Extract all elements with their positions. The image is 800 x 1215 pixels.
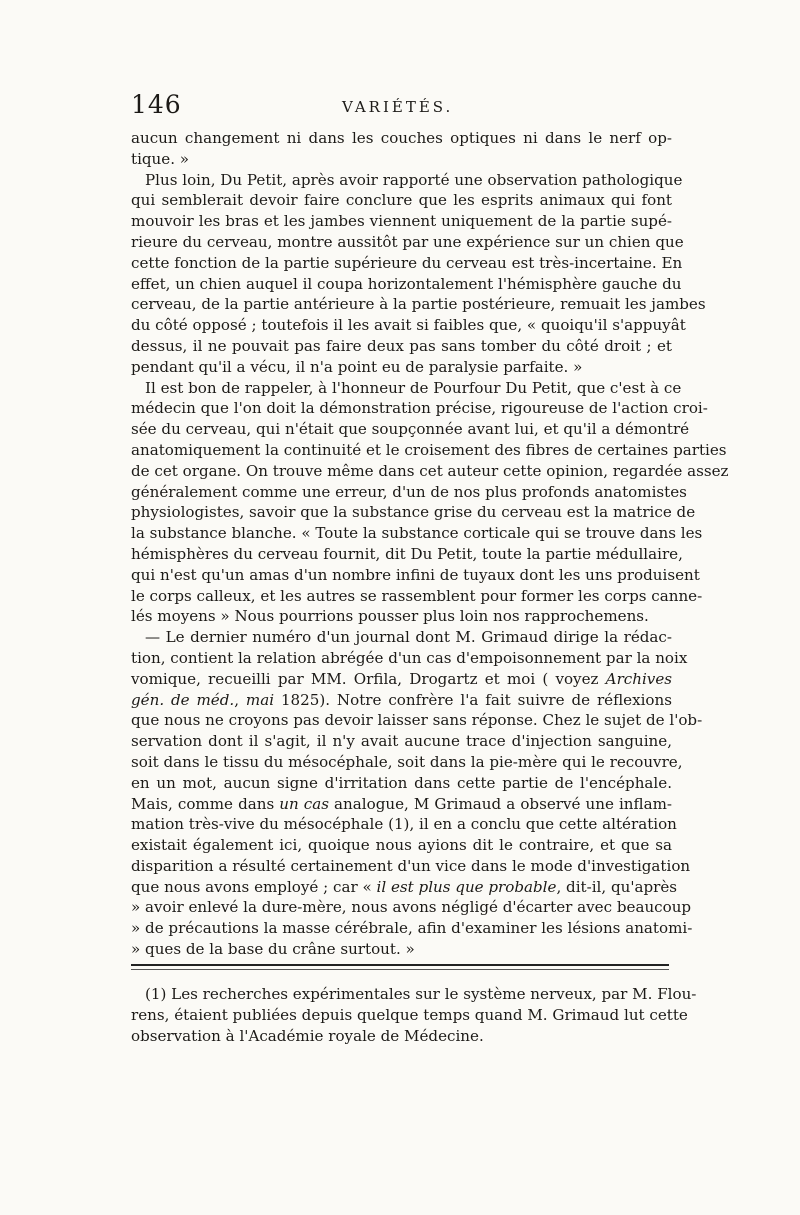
text-segment: , dit-il, qu'après	[556, 877, 678, 896]
italic-mai: mai	[245, 690, 275, 709]
text-line: dessus, il ne pouvait pas faire deux pas sans tomber du côté droit ; et	[131, 336, 672, 355]
text-segment: vomique, recueilli par MM. Orfila, Drogartz et moi ( voyez	[131, 669, 606, 688]
text-line	[131, 669, 672, 690]
page-header	[0, 90, 800, 130]
main-text	[131, 128, 729, 960]
text-line: » de précautions la masse cérébrale, afin d'examiner les lésions anatomi-	[131, 919, 693, 938]
text-line: Plus loin, Du Petit, après avoir rapporté une observation pathologique	[145, 170, 683, 189]
text-line: sée du cerveau, qui n'était que soupçonnée avant lui, et qu'il a démontré	[131, 420, 690, 439]
text-line: » avoir enlevé la dure-mère, nous avons négligé d'écarter avec beaucoup	[131, 898, 692, 917]
italic-gen-med: gén. de méd.	[131, 690, 235, 709]
text-line: généralement comme une erreur, d'un de nos plus profonds anatomistes	[131, 482, 687, 501]
footnote-divider	[131, 964, 669, 966]
text-line: le corps calleux, et les autres se rassemblent pour former les corps canne-	[131, 586, 703, 605]
text-line: — Le dernier numéro d'un journal dont M. Grimaud dirige la rédac-	[145, 628, 672, 647]
text-segment: 1825). Notre confrère l'a fait suivre de réflexions	[274, 690, 672, 709]
text-line	[131, 794, 672, 815]
text-line: anatomiquement la continuité et le croisement des fibres de certaines parties	[131, 440, 727, 459]
text-line: cerveau, de la partie antérieure à la partie postérieure, remuait les jambes	[131, 295, 706, 314]
text-line: physiologistes, savoir que la substance grise du cerveau est la matrice de	[131, 503, 696, 522]
text-segment: Mais, comme dans	[131, 794, 280, 813]
text-line: lés moyens » Nous pourrions pousser plus loin nos rapprochemens.	[131, 607, 649, 626]
text-line: tique. »	[131, 149, 190, 168]
italic-un-cas: un cas	[279, 794, 329, 813]
italic-probable: il est plus que probable	[376, 877, 557, 896]
text-segment: ,	[234, 690, 246, 709]
page-number: 146	[131, 90, 182, 119]
text-line: effet, un chien auquel il coupa horizontalement l'hémisphère gauche du	[131, 274, 682, 293]
footnote-line: rens, étaient publiées depuis quelque temps quand M. Grimaud lut cette	[131, 1006, 688, 1024]
text-line: mouvoir les bras et les jambes viennent uniquement de la partie supé-	[131, 212, 672, 231]
text-line: que nous ne croyons pas devoir laisser sans réponse. Chez le sujet de l'ob-	[131, 711, 703, 730]
text-line: médecin que l'on doit la démonstration précise, rigoureuse de l'action croi-	[131, 399, 708, 418]
text-line: qui semblerait devoir faire conclure que les esprits animaux qui font	[131, 191, 672, 210]
footnote-line: observation à l'Académie royale de Médecine.	[131, 1027, 484, 1045]
text-line	[131, 690, 672, 711]
text-line: aucun changement ni dans les couches optiques ni dans le nerf op-	[131, 129, 672, 147]
text-line: existait également ici, quoique nous ayions dit le contraire, et que sa	[131, 836, 672, 855]
text-line: servation dont il s'agit, il n'y avait aucune trace d'injection sanguine,	[131, 732, 672, 751]
text-line: pendant qu'il a vécu, il n'a point eu de paralysie parfaite. »	[131, 357, 583, 376]
text-segment: analogue, M Grimaud a observé une inflam-	[328, 794, 672, 813]
text-line: soit dans le tissu du mésocéphale, soit dans la pie-mère qui le recouvre,	[131, 752, 683, 771]
text-line: du côté opposé ; toutefois il les avait si faibles que, « quoiqu'il s'appuyât	[131, 316, 686, 335]
text-line: cette fonction de la partie supérieure du cerveau est très-incertaine. En	[131, 253, 683, 272]
text-line: hémisphères du cerveau fournit, dit Du Petit, toute la partie médullaire,	[131, 544, 683, 563]
text-line: en un mot, aucun signe d'irritation dans cette partie de l'encéphale.	[131, 773, 672, 792]
text-line	[131, 877, 678, 898]
italic-archives: Archives	[605, 669, 672, 688]
footnote	[131, 984, 697, 1047]
text-line: la substance blanche. « Toute la substance corticale qui se trouve dans les	[131, 524, 703, 543]
footnote-divider-thin	[131, 969, 669, 970]
text-line: disparition a résulté certainement d'un vice dans le mode d'investigation	[131, 856, 691, 875]
text-line: mation très-vive du mésocéphale (1), il en a conclu que cette altération	[131, 815, 677, 834]
text-segment: que nous avons employé ; car «	[131, 877, 377, 896]
text-line: de cet organe. On trouve même dans cet auteur cette opinion, regardée assez	[131, 461, 729, 480]
text-line: Il est bon de rappeler, à l'honneur de Pourfour Du Petit, que c'est à ce	[145, 378, 682, 397]
footnote-line: (1) Les recherches expérimentales sur le système nerveux, par M. Flou-	[145, 985, 697, 1003]
text-line: rieure du cerveau, montre aussitôt par une expérience sur un chien que	[131, 232, 684, 251]
text-line: tion, contient la relation abrégée d'un cas d'empoisonnement par la noix	[131, 648, 688, 667]
text-line: qui n'est qu'un amas d'un nombre infini de tuyaux dont les uns produisent	[131, 565, 700, 584]
text-line: » ques de la base du crâne surtout. »	[131, 940, 415, 959]
running-head: VARIÉTÉS.	[342, 98, 454, 116]
